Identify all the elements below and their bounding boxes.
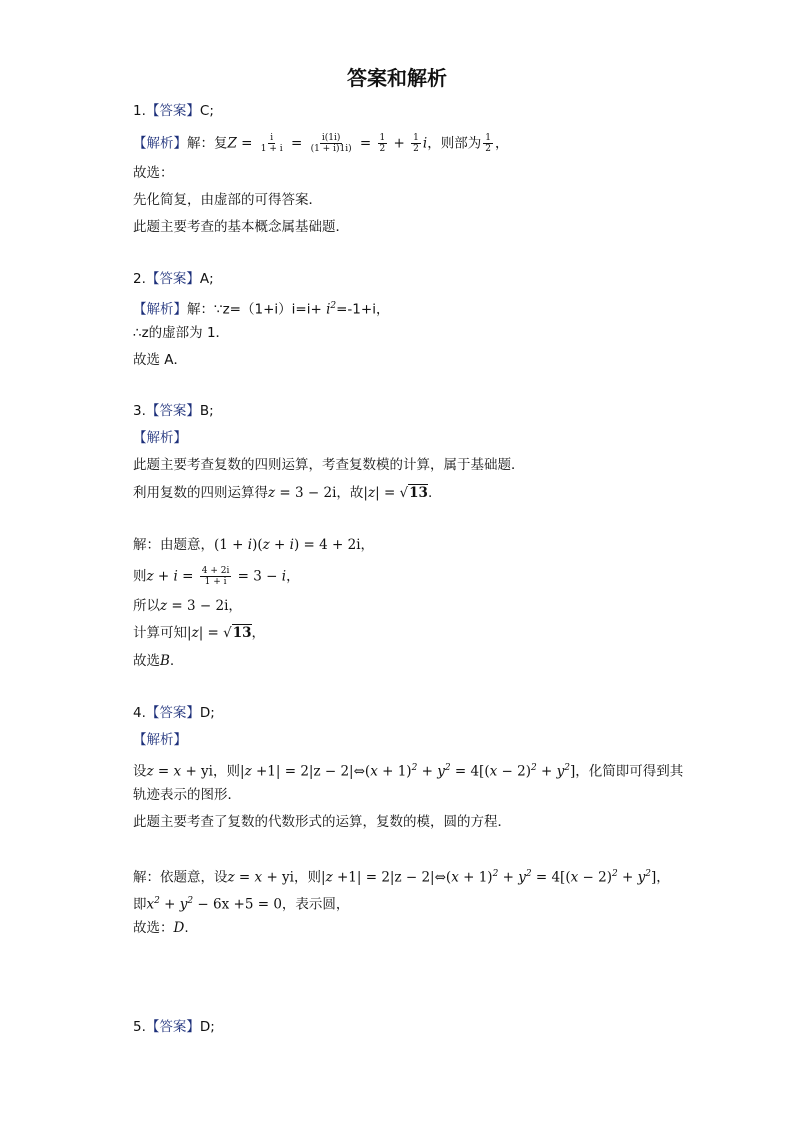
text-line (133, 190, 322, 210)
text: 2. (133, 271, 146, 287)
math-var: x (146, 896, 155, 913)
math-var: y (437, 763, 445, 780)
section-label: 【解析】 (133, 301, 187, 318)
text: 解：依题意，设 (133, 869, 228, 886)
text: 5. (133, 1019, 146, 1035)
text: . (169, 653, 175, 669)
math-expr: = (286, 135, 307, 152)
text-line (133, 1017, 215, 1037)
math-var: i (281, 568, 287, 585)
math-var: i (289, 537, 294, 553)
sqrt-radicand: 13 (409, 485, 428, 501)
section-label: 【答案】 (145, 403, 200, 419)
text-line (133, 785, 241, 805)
math-expr: − 6x +5 = 0 (193, 896, 282, 913)
text-line (133, 703, 215, 723)
text: 利用复数的四则运算得 (133, 485, 268, 501)
text: ， (286, 568, 300, 585)
fraction-denominator: 1 + i (260, 144, 283, 154)
superscript: 2 (492, 869, 499, 879)
text: ，则 (213, 763, 240, 780)
math-expr: +1| = 2|z − 2|⇔( (251, 763, 371, 780)
math-var: x (173, 763, 182, 780)
text-line (133, 596, 242, 616)
text: . (427, 485, 433, 501)
text-line (133, 483, 432, 503)
text: ， (494, 135, 509, 152)
text: 计算可知 (133, 625, 187, 641)
text: C; (199, 103, 214, 119)
text: ， (360, 537, 375, 553)
fraction (259, 133, 285, 154)
text: 故选 A． (133, 352, 188, 368)
fraction-numerator: i (270, 133, 274, 143)
math-expr: − 2) (578, 869, 612, 886)
math-var: z (227, 869, 235, 886)
math-expr: + yi (181, 763, 213, 780)
math-expr: | (187, 625, 192, 641)
math-var: B (160, 653, 170, 669)
math-var: i (247, 537, 253, 553)
math-var: Z (227, 135, 237, 152)
math-var: z (191, 625, 199, 641)
superscript: 2 (564, 763, 570, 773)
math-expr: | (363, 485, 368, 501)
text-line (133, 350, 187, 370)
math-var: i (326, 301, 331, 318)
fraction (309, 133, 354, 154)
text: =-1+i， (336, 301, 390, 318)
math-var: z (160, 598, 168, 614)
superscript: 2 (444, 763, 451, 773)
text: 设 (133, 763, 147, 780)
fraction-denominator: 2 (485, 144, 491, 154)
text-line (133, 163, 174, 183)
math-var: z (325, 869, 333, 886)
text-line (133, 296, 389, 320)
section-label: 【答案】 (145, 271, 200, 287)
math-expr: + (159, 896, 180, 913)
text-line (133, 812, 511, 832)
text-line (133, 133, 508, 154)
text-line (133, 891, 349, 915)
math-expr: − 2) (497, 763, 531, 780)
fraction-numerator: 4 + 2i (201, 566, 230, 576)
text-line (133, 101, 214, 121)
math-expr: = 3 − 2i (167, 598, 229, 614)
superscript: 2 (645, 869, 651, 879)
superscript: 2 (330, 301, 337, 311)
superscript: 2 (154, 896, 160, 906)
fraction-numerator: 1 (379, 133, 386, 143)
math-expr: = 4[( (450, 763, 490, 780)
text: 故选： (133, 165, 174, 181)
math-expr: + (417, 763, 438, 780)
math-var: x (489, 763, 498, 780)
text: 故选 (133, 653, 160, 669)
math-expr: | = √ (375, 485, 409, 501)
section-label: 【答案】 (145, 1019, 200, 1035)
fraction (378, 133, 388, 154)
text-line (133, 269, 214, 289)
math-var: x (570, 869, 579, 886)
text: D; (199, 1019, 215, 1035)
text-line (133, 651, 174, 671)
text-line (133, 918, 189, 938)
math-expr: + yi (262, 869, 294, 886)
math-var: y (637, 869, 646, 886)
math-var: z (244, 763, 252, 780)
text-line (133, 758, 683, 782)
text: 所以 (133, 598, 160, 614)
text: ，则 (294, 869, 321, 886)
page-title: 答案和解析 (347, 66, 447, 90)
text: 即 (133, 896, 147, 913)
text-line (133, 730, 187, 750)
fraction-numerator: i(1i) (321, 133, 341, 143)
section-label: 【答案】 (145, 705, 200, 721)
text: 4. (133, 705, 146, 721)
text: A; (199, 271, 214, 287)
section-label: 【解析】 (133, 430, 187, 446)
section-label: 【解析】 (133, 135, 187, 152)
math-var: z (262, 537, 270, 553)
text: 先化简复，由虚部的可得答案． (133, 192, 322, 208)
text: ，表示圆， (281, 896, 350, 913)
math-expr: = (236, 135, 257, 152)
fraction (483, 133, 493, 154)
math-expr: + (498, 869, 519, 886)
superscript: 2 (525, 869, 532, 879)
text: 1. (133, 103, 146, 119)
math-expr: + 1) (377, 763, 412, 780)
fraction (200, 566, 232, 587)
math-var: x (451, 869, 459, 886)
math-expr: = (234, 869, 255, 886)
math-expr: = (355, 135, 376, 152)
math-expr: (1 + (214, 537, 248, 553)
fraction-denominator: 2 (413, 144, 419, 154)
math-expr: )( (252, 537, 263, 553)
fraction (411, 133, 421, 154)
text: 故选： (133, 920, 174, 936)
text: . (184, 920, 189, 936)
text-line (133, 401, 214, 421)
text-line (133, 864, 670, 888)
text-line (133, 566, 300, 587)
math-var: i (422, 135, 428, 152)
text: 此题主要考查复数的四则运算，考查复数模的计算，属于基础题． (133, 457, 525, 473)
math-var: y (518, 869, 526, 886)
math-expr: + 1) (458, 869, 493, 886)
text: ， (656, 869, 670, 886)
math-expr: ) = 4 + 2i (293, 537, 361, 553)
fraction-denominator: 2 (379, 144, 386, 154)
text: D; (199, 705, 215, 721)
text: ∴z的虚部为 1． (133, 325, 230, 341)
text-line (133, 623, 265, 643)
math-expr: + (389, 135, 410, 152)
math-var: x (370, 763, 378, 780)
math-var: z (367, 485, 376, 501)
text: 此题主要考查了复数的代数形式的运算，复数的模，圆的方程． (133, 814, 511, 830)
text: 3. (133, 403, 146, 419)
math-expr: ] (651, 869, 657, 886)
text: 则 (133, 568, 147, 585)
text-line (133, 455, 525, 475)
text-line (133, 428, 187, 448)
math-var: z (146, 763, 154, 780)
math-var: z (146, 568, 154, 585)
math-var: z (268, 485, 276, 501)
math-var: y (179, 896, 188, 913)
math-expr: = 3 − (233, 568, 282, 585)
math-expr: + (617, 869, 638, 886)
section-label: 【解析】 (133, 732, 187, 748)
math-expr: + (269, 537, 290, 553)
fraction-denominator: (1 + i)1i) (310, 144, 352, 154)
sqrt-radicand: 13 (232, 625, 252, 641)
math-expr: = (177, 568, 198, 585)
text-line (133, 535, 374, 555)
text: ，则部为 (427, 135, 482, 152)
math-expr: | (321, 869, 326, 886)
math-var: x (254, 869, 263, 886)
math-expr: = 4[( (531, 869, 571, 886)
superscript: 2 (611, 869, 618, 879)
text-line (133, 323, 229, 343)
text: 轨迹表示的图形． (133, 787, 241, 803)
math-var: y (556, 763, 565, 780)
fraction-numerator: 1 (413, 133, 419, 143)
fraction-denominator: 1 + i (204, 577, 227, 587)
math-expr: ] (570, 763, 576, 780)
text: ， (228, 598, 242, 614)
text: ， (251, 625, 266, 641)
fraction-numerator: 1 (485, 133, 491, 143)
text: ，化简即可得到其 (575, 763, 684, 780)
text: 此题主要考查的基本概念属基础题． (133, 219, 349, 235)
math-var: i (173, 568, 178, 585)
text: 解：∵z=（1+i）i=i+ (187, 301, 327, 318)
text: B; (199, 403, 214, 419)
text: 解：由题意， (133, 537, 214, 553)
text: ，故 (336, 485, 364, 501)
math-expr: = 3 − 2i (275, 485, 337, 501)
math-expr: +1| = 2|z − 2|⇔( (332, 869, 452, 886)
text: 解：复 (187, 135, 228, 152)
math-expr: | (240, 763, 245, 780)
math-expr: = (153, 763, 174, 780)
math-expr: + (153, 568, 174, 585)
math-expr: + (536, 763, 557, 780)
math-expr: | = √ (198, 625, 232, 641)
superscript: 2 (530, 763, 537, 773)
superscript: 2 (187, 896, 194, 906)
text-line (133, 217, 349, 237)
superscript: 2 (411, 763, 418, 773)
math-var: D (173, 920, 185, 936)
section-label: 【答案】 (145, 103, 200, 119)
